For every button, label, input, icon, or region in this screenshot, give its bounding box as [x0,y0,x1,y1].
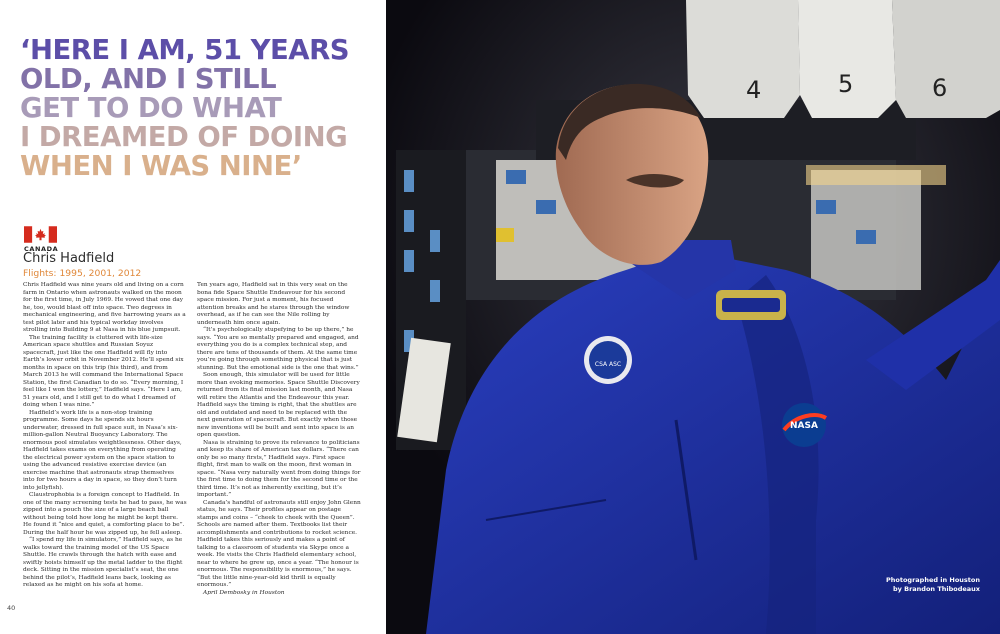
canada-flag-icon [24,225,57,244]
pull-quote [20,36,380,181]
article-paragraph: “It’s psychologically stupefying to be up there,” he says. “You are so mentally prepared and engaged, and everything you do is a complex technical step, and there are tens of thousands of them. At the same time you’re going through something physical that is just stunning. But the emotional side is the one that wins.” [197,327,359,371]
pouch-number: 4 [746,76,762,104]
article-column-1 [23,282,187,590]
flights-line: Flights: 1995, 2001, 2012 [23,268,142,279]
pull-quote-line: WHEN I WAS NINE’ [20,150,302,182]
pouch-number: 5 [838,70,854,98]
pull-quote-line: OLD, AND I STILL [20,63,277,95]
page-number: 40 [7,604,16,612]
csa-patch-text: CSA ASC [594,361,622,368]
photo-credit-line: Photographed in Houston [886,576,980,584]
photo-illustration [386,0,1000,634]
pouch-number: 6 [932,74,948,102]
article-paragraph: Canada’s handful of astronauts still enjoy John Glenn status, he says. Their profiles appear on postage stamps and coins – “cheek to cheek with the Queen”. Schools are named after them. Textbooks list their accomplishments and contributions to rocket science. Hadfield takes this seriously and makes a point of talking to a classroom of students via Skype once a week. He visits the Chris Hadfield elementary school, near to where he grew up, once a year. “The honour is enormous. The responsibility is enormous,” he says. “But the little nine-year-old kid thrill is equally enormous.” [197,499,361,588]
article-paragraph: Soon enough, this simulator will be used for little more than evoking memories. Space Shuttle Discovery returned from its final mission last month, and Nasa will retire the Atlantis and the Endeavour this year. Hadfield says the timing is right, that the shuttles are old and outdated and need to be replaced with the next generation of spacecraft. But exactly when those new inventions will be built and sent into space is an open question. [197,372,360,438]
article-paragraph: Claustrophobia is a foreign concept to Hadfield. In one of the many screening tests he had to pass, he was zipped into a pouch the size of a large beach ball without being told how long he might be kept there. He found it “nice and quiet, a comforting place to be”. During the half hour he was zipped up, he fell asleep. [23,492,187,536]
pull-quote-line: ‘HERE I AM, 51 YEARS [20,34,350,66]
article-column-2 [197,282,361,597]
astronaut-photo [386,0,1000,634]
article-page [0,0,386,634]
article-paragraph: Ten years ago, Hadfield sat in this very seat on the bona fide Space Shuttle Endeavour for his second space mission. For just a moment, his focused attention breaks and he stares through the window overhead, as if he can see the Nile rolling by underneath him once again. [197,282,350,326]
photo-credit-line: by Brandon Thibodeaux [892,585,980,593]
nasa-patch-text: NASA [790,421,818,431]
photo-credit [886,576,980,594]
byline: April Dembosky in Houston [203,589,285,596]
country-label: CANADA [24,245,59,253]
article-paragraph: Chris Hadfield was nine years old and living on a corn farm in Ontario when astronauts walked on the moon for the first time, in July 1969. He vowed that one day he, too, would blast off into space. Two degrees in mechanical engineering, and five harrowing years as a test pilot later and his typical workday involves strolling into Building 9 at Nasa in his blue jumpsuit. [23,282,186,333]
article-paragraph: The training facility is cluttered with life-size American space shuttles and Russian Soyuz spacecraft, just like the one Hadfield will fly into Earth’s lower orbit in November 2012. He’ll spend six months in space on this trip (his third), and from March 2013 he will command the International Space Station, the first Canadian to do so. “Every morning, I feel like I won the lottery,” Hadfield says. “Here I am, 51 years old, and I still get to do what I dreamed of doing when I was nine.” [23,334,184,408]
pull-quote-line: I DREAMED OF DOING [20,121,348,153]
article-paragraph: “I spend my life in simulators,” Hadfield says, as he walks toward the training model of the US Space Shuttle. He crawls through the hatch with ease and swiftly hoists himself up the metal ladder to the flight deck. Sitting in the mission specialist’s seat, the one behind the pilot’s, Hadfield leans back, looking as relaxed as he might on his sofa at home. [23,537,183,588]
pull-quote-line: GET TO DO WHAT [20,92,282,124]
article-paragraph: Nasa is straining to prove its relevance to politicians and keep its share of American tax dollars. “There can only be so many firsts,” Hadfield says. First space flight, first man to walk on the moon, first woman in space. “Nasa very naturally went from doing things for the first time to doing them for the second time or the third time. It’s not as inherently exciting, but it’s important.” [197,439,361,498]
stowage-pouches [686,0,1000,118]
astronaut-name: Chris Hadfield [23,251,115,266]
article-paragraph: Hadfield’s work life is a non-stop training programme. Some days he spends six hours underwater, dressed in full space suit, in Nasa’s six-million-gallon Neutral Buoyancy Laboratory. The enormous pool simulates weightlessness. Other days, Hadfield takes exams on everything from operating the electrical power system on the space station to using the advanced resistive exercise device (an exercise machine that astronauts strap themselves into for two hours a day in space, so they don’t turn into jellyfish). [23,409,182,491]
